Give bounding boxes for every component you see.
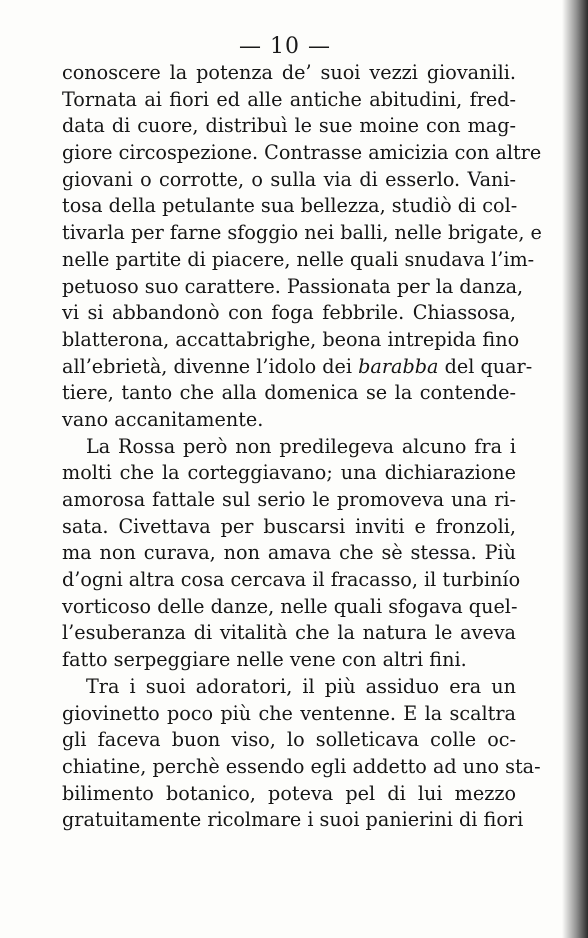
text-line: tivarla per farne sfoggio nei balli, nelle brigate, e: [62, 221, 542, 245]
text-line-with-italic: [62, 354, 533, 381]
page-edge-shadow: [562, 0, 588, 938]
text-line: petuoso suo carattere. Passionata per la danza,: [62, 274, 524, 298]
text-line: fatto serpeggiare nelle vene con altri fini.: [62, 648, 467, 672]
text-line: nelle partite di piacere, nelle quali snudava l’im-: [62, 247, 535, 271]
text-line: blatterona, accattabrighe, beona intrepida fino: [62, 327, 520, 351]
text-line: tosa della petulante sua bellezza, studiò di col-: [62, 194, 518, 218]
text-line: conoscere la potenza de’ suoi vezzi giovanili.: [62, 61, 516, 84]
text-line: molti che la corteggiavano; una dichiarazione: [62, 461, 516, 485]
text-line: d’ogni altra cosa cercava il fracasso, il turbinío: [62, 568, 521, 592]
italic-word: barabba: [358, 354, 439, 378]
text-line: gli faceva buon viso, lo solleticava colle oc-: [62, 728, 516, 752]
text-line: bilimento botanico, poteva pel di lui mezzo: [62, 781, 516, 805]
text-line: ma non curava, non amava che sè stessa. Più: [62, 541, 516, 565]
text-line: amorosa fattale sul serio le promoveva una ri-: [62, 488, 516, 511]
text-line: giovani o corrotte, o sulla via di esserlo. Vani-: [62, 167, 516, 191]
text-line: Tra i suoi adoratori, il più assiduo era un: [86, 674, 516, 698]
text-line: vano accanitamente.: [62, 407, 264, 431]
text-line: gratuitamente ricolmare i suoi panierini di fiori: [62, 808, 524, 832]
text-line: giore circospezione. Contrasse amicizia con altre: [62, 141, 542, 165]
text-line: l’esuberanza di vitalità che la natura le aveva: [62, 621, 516, 645]
text-segment: del quar-: [444, 354, 533, 378]
text-line: data di cuore, distribuì le sue moine con mag-: [62, 114, 516, 138]
text-line: vi si abbandonò con foga febbrile. Chiassosa,: [62, 301, 516, 325]
text-line: chiatine, perchè essendo egli addetto ad uno sta-: [62, 754, 541, 778]
text-line: giovinetto poco più che ventenne. E la scaltra: [62, 701, 516, 725]
text-line: sata. Civettava per buscarsi inviti e fronzoli,: [62, 514, 516, 538]
text-line: vorticoso delle danze, nelle quali sfogava quel-: [62, 594, 518, 618]
text-line: tiere, tanto che alla domenica se la contende-: [62, 381, 516, 405]
text-segment: all’ebrietà, divenne l’idolo dei: [62, 354, 353, 378]
page-number: — 10 —: [239, 34, 331, 59]
text-line: Tornata ai fiori ed alle antiche abitudini, fred-: [62, 87, 516, 111]
body-text: [62, 60, 542, 834]
text-line: La Rossa però non predilegeva alcuno fra i: [86, 434, 516, 458]
